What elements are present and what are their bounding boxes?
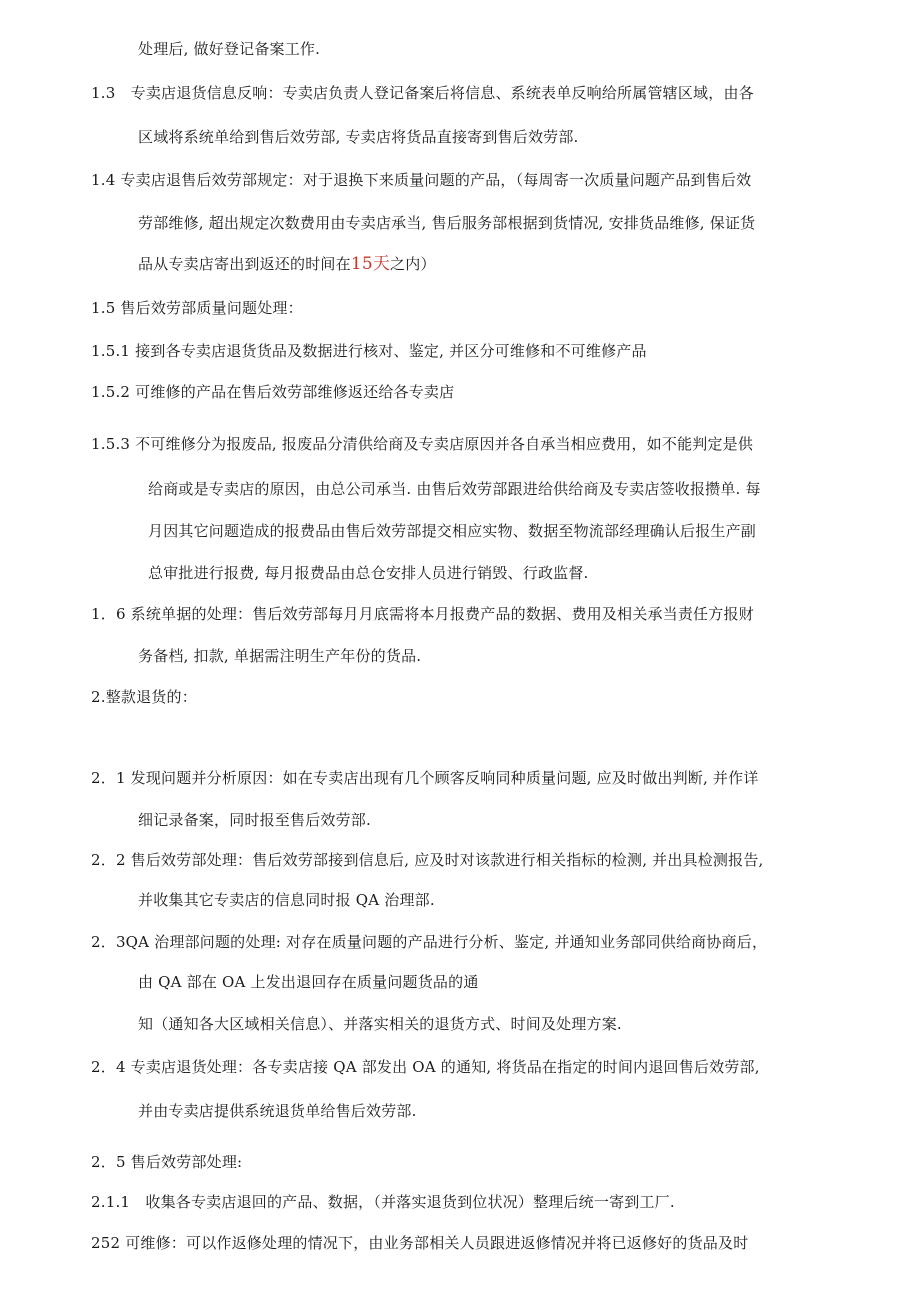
paragraph-1-5-2: 1.5.2 可维修的产品在售后效劳部维修返还给各专卖店 xyxy=(91,383,455,401)
paragraph-2-3-line-2: 由 QA 部在 OA 上发出退回存在质量问题货品的通 xyxy=(138,973,479,991)
paragraph-1-5-3-line-4: 总审批进行报费, 每月报费品由总仓安排人员进行销毁、行政监督. xyxy=(148,564,589,582)
paragraph-1-2-continuation: 处理后, 做好登记备案工作. xyxy=(138,40,321,58)
paragraph-2-3-line-1: 2．3QA 治理部问题的处理: 对存在质量问题的产品进行分析、鉴定, 并通知业务部同供给商协商后， xyxy=(91,933,768,951)
paragraph-252: 252 可维修：可以作返修处理的情况下，由业务部相关人员跟进返修情况并将已返修好的货品及时 xyxy=(91,1234,749,1252)
paragraph-2-2-line-1: 2．2 售后效劳部处理：售后效劳部接到信息后, 应及时对该款进行相关指标的检测, 并出具检测报告, xyxy=(91,851,764,869)
paragraph-1-3-line-1: 1.3 专卖店退货信息反响：专卖店负责人登记备案后将信息、系统表单反响给所属管辖区域，由各 xyxy=(91,84,754,102)
paragraph-1-5-3-line-2: 给商或是专卖店的原因，由总公司承当. 由售后效劳部跟进给供给商及专卖店签收报攒单. 每 xyxy=(148,480,761,498)
paragraph-2-1-line-1: 2．1 发现问题并分析原因：如在专卖店出现有几个顾客反响同种质量问题, 应及时做出判断, 并作详 xyxy=(91,769,759,787)
paragraph-1-5-1: 1.5.1 接到各专卖店退货货品及数据进行核对、鉴定, 并区分可维修和不可维修产品 xyxy=(91,342,647,360)
paragraph-1-4-line-3 xyxy=(138,253,436,275)
paragraph-1-6-line-1: 1．6 系统单据的处理：售后效劳部每月月底需将本月报费产品的数据、费用及相关承当责任方报财 xyxy=(91,605,754,623)
paragraph-1-4-line-1: 1.4 专卖店退售后效劳部规定：对于退换下来质量问题的产品，（每周寄一次质量问题产品到售后效 xyxy=(91,171,752,189)
paragraph-1-6-line-2: 务备档, 扣款, 单据需注明生产年份的货品. xyxy=(138,647,422,665)
highlighted-days: 15天 xyxy=(350,254,391,274)
paragraph-2-2-line-2: 并收集其它专卖店的信息同时报 QA 治理部. xyxy=(138,891,435,909)
paragraph-1-4-line-2: 劳部维修, 超出规定次数费用由专卖店承当, 售后服务部根据到货情况, 安排货品维修, 保证货 xyxy=(138,214,756,232)
paragraph-2-1-1: 2.1.1 收集各专卖店退回的产品、数据，（并落实退货到位状况）整理后统一寄到工厂. xyxy=(91,1193,675,1211)
paragraph-1-4-line-3-text: 品从专卖店寄出到返还的时间在 xyxy=(138,255,351,273)
paragraph-1-3-line-2: 区域将系统单给到售后效劳部, 专卖店将货品直接寄到售后效劳部. xyxy=(138,128,579,146)
paragraph-1-4-line-3-tail: 之内） xyxy=(390,255,436,273)
paragraph-1-5-3-line-3: 月因其它问题造成的报费品由售后效劳部提交相应实物、数据至物流部经理确认后报生产副 xyxy=(148,522,757,540)
heading-2: 2.整款退货的： xyxy=(91,688,197,706)
heading-1-5: 1.5 售后效劳部质量问题处理： xyxy=(91,299,303,317)
paragraph-2-4-line-2: 并由专卖店提供系统退货单给售后效劳部. xyxy=(138,1102,417,1120)
paragraph-1-5-3-line-1: 1.5.3 不可维修分为报废品, 报废品分清供给商及专卖店原因并各自承当相应费用，如不能判定是供 xyxy=(91,435,754,453)
paragraph-2-4-line-1: 2．4 专卖店退货处理：各专卖店接 QA 部发出 OA 的通知, 将货品在指定的时间内退回售后效劳部, xyxy=(91,1058,760,1076)
paragraph-2-1-line-2: 细记录备案，同时报至售后效劳部. xyxy=(138,811,371,829)
paragraph-2-3-line-3: 知（通知各大区域相关信息）、并落实相关的退货方式、时间及处理方案. xyxy=(138,1015,622,1033)
heading-2-5: 2．5 售后效劳部处理: xyxy=(91,1153,243,1171)
